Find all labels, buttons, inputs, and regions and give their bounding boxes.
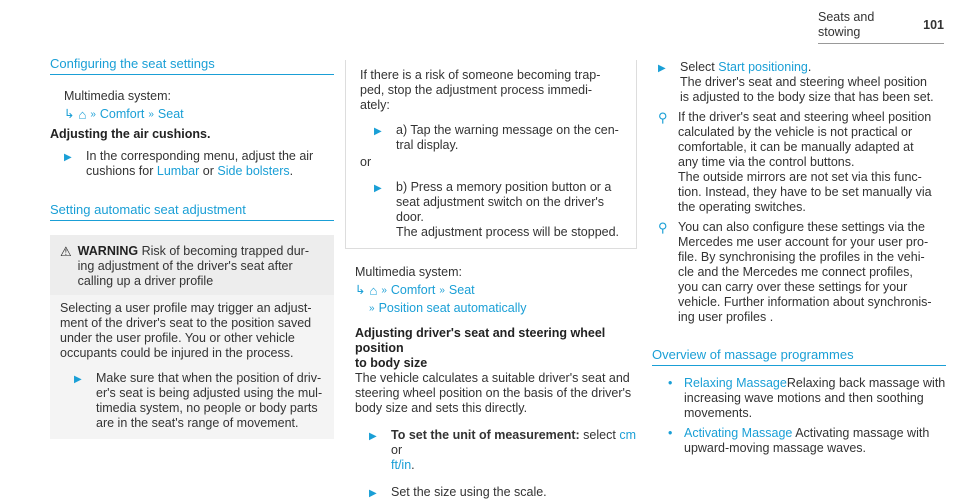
warning-text	[78, 244, 309, 289]
risk-line: If there is a risk of someone becoming trap-	[360, 68, 601, 82]
body-line: The vehicle calculates a suitable driver's seat and	[355, 371, 630, 385]
select-text: select	[583, 428, 616, 442]
step-line: In the corresponding menu, adjust the air	[86, 149, 314, 163]
return-arrow-icon: ↳	[355, 283, 366, 297]
step-b	[360, 180, 626, 240]
path-comfort: Comfort	[99, 107, 145, 121]
warning-para-line: Selecting a user profile may trigger an adjust-	[60, 301, 312, 315]
home-icon: ⌂	[369, 283, 378, 298]
bullet-dot: •	[668, 376, 673, 390]
warning-line: ing adjustment of the driver's seat after	[77, 259, 293, 273]
list-line-part: Activating massage with	[795, 426, 930, 440]
tip-line: The outside mirrors are not set via this func-	[678, 170, 922, 184]
list-line	[684, 376, 945, 391]
body-line: steering wheel position on the basis of the driver's	[355, 386, 632, 400]
page-number: 101	[923, 17, 944, 32]
tip-line: ing user profiles .	[678, 310, 774, 324]
step-line: timedia system, no people or body parts	[96, 401, 318, 415]
or-text: or	[391, 443, 403, 457]
info-icon: ⚲	[658, 220, 668, 235]
home-icon: ⌂	[78, 107, 87, 122]
step-line: er's seat is being adjusted using the mul-	[96, 386, 323, 400]
tip-line: cle and the Mercedes me connect profiles,	[678, 265, 913, 279]
step-adjust-cushions	[50, 149, 334, 179]
period: .	[411, 458, 415, 472]
path-position-seat: Position seat automatically	[378, 301, 527, 315]
section-title-configuring: Configuring the seat settings	[50, 56, 334, 75]
list-item-text	[684, 376, 945, 421]
bullet-dot: •	[668, 426, 673, 440]
warning-line-part: Risk of becoming trapped dur-	[141, 244, 310, 258]
path-seat: Seat	[448, 283, 475, 297]
period: .	[289, 164, 294, 178]
info-icon: ⚲	[658, 110, 668, 125]
body-size-text	[345, 371, 637, 416]
step-line: a) Tap the warning message on the cen-	[396, 123, 619, 137]
warning-para-line: occupants could be injured in the process.	[60, 346, 294, 360]
multimedia-label: Multimedia system:	[355, 265, 462, 279]
warning-triangle-icon: ⚠	[60, 244, 72, 259]
step-text-part: cushions for	[86, 164, 154, 178]
tip-line: you can carry over these settings for your	[678, 280, 908, 294]
warning-line: calling up a driver profile	[77, 274, 214, 288]
unit-cm-option: cm	[619, 428, 636, 442]
header-title: Seats and stowing	[818, 10, 875, 39]
step-scale-text: Set the size using the scale.	[391, 485, 547, 499]
lumbar-option: Lumbar	[156, 164, 200, 178]
section-title-automatic: Setting automatic seat adjustment	[50, 202, 334, 221]
step-line: The driver's seat and steering wheel position	[680, 75, 927, 89]
step-a-text	[396, 123, 619, 153]
unit-label: To set the unit of measurement:	[391, 428, 580, 442]
step-a	[360, 123, 626, 153]
step-arrow-icon: ▶	[369, 488, 377, 499]
tip-line: tion. Instead, they have to be set manually via	[678, 185, 932, 199]
section-title-massage: Overview of massage programmes	[652, 347, 946, 366]
tip-mercedes-me	[652, 220, 946, 325]
tip-line: vehicle. Further information about synchronis-	[678, 295, 932, 309]
list-item-relaxing	[652, 376, 946, 421]
warning-body	[50, 295, 334, 439]
select-text: Select	[680, 60, 715, 74]
step-line	[680, 60, 934, 75]
step-unit-text	[391, 428, 637, 473]
step-unit	[345, 428, 637, 473]
or-text: or	[360, 155, 372, 169]
list-line-part: Relaxing back massage with	[786, 376, 946, 390]
warning-line	[78, 244, 309, 259]
column-1	[50, 0, 334, 439]
tip-line: comfortable, it can be manually adapted at	[678, 140, 914, 154]
risk-box	[345, 60, 637, 249]
step-text	[86, 149, 313, 179]
step-arrow-icon: ▶	[374, 183, 382, 194]
double-chevron-icon: »	[381, 285, 387, 296]
risk-line: ately:	[360, 98, 390, 112]
heading-line: to body size	[355, 356, 428, 370]
step-start-text	[680, 60, 934, 105]
list-item-text	[684, 426, 929, 456]
tip-line: any time via the control buttons.	[678, 155, 855, 169]
body-line: body size and sets this directly.	[355, 401, 528, 415]
warning-para-line: under the user profile. You or other vehicle	[60, 331, 295, 345]
unit-line-2	[391, 458, 637, 473]
warning-step	[60, 371, 324, 431]
column-2	[345, 0, 637, 501]
activating-massage-option: Activating Massage	[684, 426, 793, 440]
path-comfort: Comfort	[390, 283, 436, 297]
tip-line: Mercedes me user account for your user pro-	[678, 235, 929, 249]
period: .	[807, 60, 812, 74]
side-bolsters-option: Side bolsters	[217, 164, 290, 178]
list-item-activating	[652, 426, 946, 456]
menu-path-line2	[345, 301, 637, 316]
step-line: tral display.	[396, 138, 459, 152]
double-chevron-icon: »	[369, 303, 375, 314]
warning-header	[60, 244, 324, 289]
double-chevron-icon: »	[148, 109, 154, 120]
step-line	[86, 164, 313, 179]
step-line: are in the seat's range of movement.	[96, 416, 299, 430]
return-arrow-icon: ↳	[64, 107, 75, 121]
warning-para-line: ment of the driver's seat to the position saved	[60, 316, 312, 330]
step-arrow-icon: ▶	[374, 126, 382, 137]
menu-path	[345, 283, 637, 298]
multimedia-label: Multimedia system:	[64, 89, 171, 103]
list-line: movements.	[684, 406, 753, 420]
warning-box	[50, 235, 334, 295]
heading-line: Adjusting driver's seat and steering wheel position	[355, 326, 606, 355]
tip-text	[678, 220, 932, 325]
list-line: increasing wave motions and then soothing	[684, 391, 924, 405]
unit-ftin-option: ft/in	[391, 458, 412, 472]
column-3	[652, 0, 946, 456]
step-line: is adjusted to the body size that has been set.	[680, 90, 934, 104]
step-line: Make sure that when the position of driv-	[96, 371, 322, 385]
tip-manual-adapt	[652, 110, 946, 215]
step-line: seat adjustment switch on the driver's	[396, 195, 605, 209]
warning-step-text	[96, 371, 322, 431]
tip-line: calculated by the vehicle is not practical or	[678, 125, 913, 139]
step-arrow-icon: ▶	[369, 431, 377, 442]
step-arrow-icon: ▶	[64, 152, 72, 163]
tip-line: file. By synchronising the profiles in the vehi-	[678, 250, 925, 264]
tip-text	[678, 110, 932, 215]
tip-line: the operating switches.	[678, 200, 806, 214]
step-arrow-icon: ▶	[658, 63, 666, 74]
step-arrow-icon: ▶	[74, 374, 82, 385]
list-line: upward-moving massage waves.	[684, 441, 867, 455]
adjust-air-cushions-heading: Adjusting the air cushions.	[50, 127, 211, 141]
list-line	[684, 426, 929, 441]
step-start-positioning	[652, 60, 946, 105]
step-line: door.	[396, 210, 424, 224]
double-chevron-icon: »	[90, 109, 96, 120]
risk-line: ped, stop the adjustment process immedi-	[360, 83, 593, 97]
warning-label: WARNING	[77, 244, 139, 258]
step-scale	[345, 485, 637, 501]
tip-line: You can also configure these settings via the	[678, 220, 925, 234]
relaxing-massage-option: Relaxing Massage	[684, 376, 787, 390]
body-size-heading	[345, 326, 637, 371]
step-line: The adjustment process will be stopped.	[396, 225, 620, 239]
step-b-text	[396, 180, 619, 240]
start-positioning-option: Start positioning	[718, 60, 808, 74]
tip-line: If the driver's seat and steering wheel position	[678, 110, 932, 124]
double-chevron-icon: »	[439, 285, 445, 296]
path-seat: Seat	[157, 107, 184, 121]
menu-path	[50, 107, 334, 122]
step-line: b) Press a memory position button or a	[396, 180, 612, 194]
or-text: or	[202, 164, 214, 178]
